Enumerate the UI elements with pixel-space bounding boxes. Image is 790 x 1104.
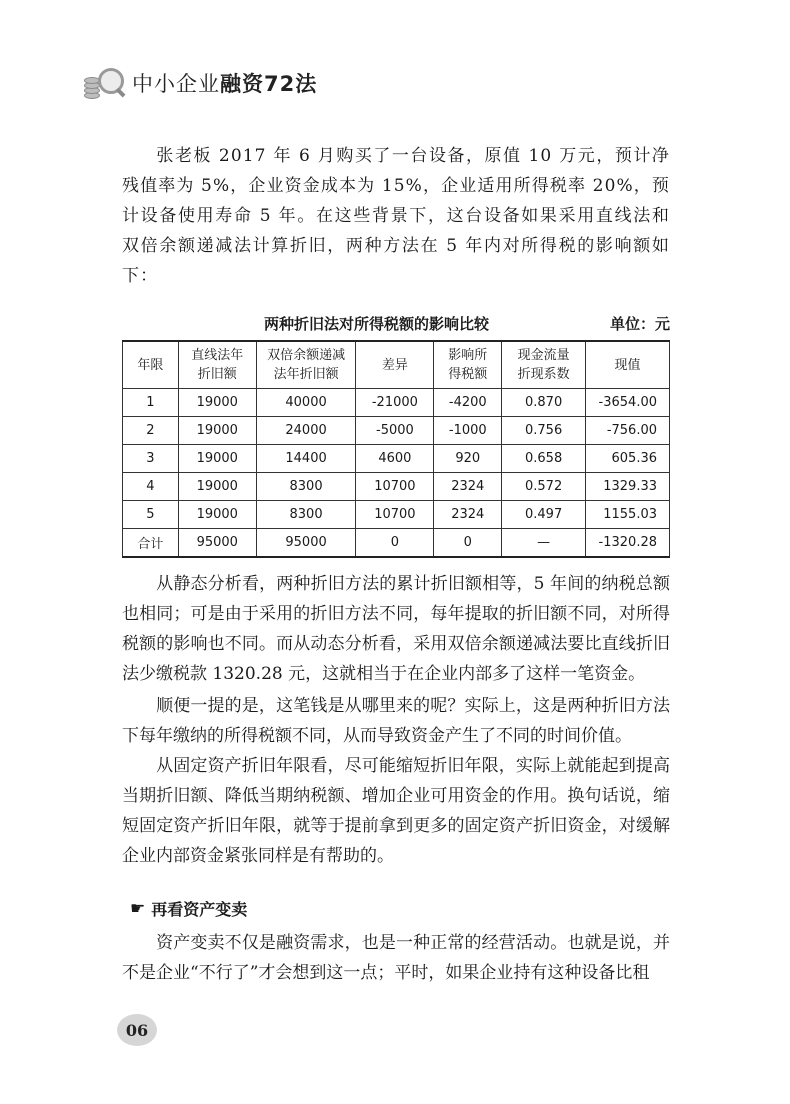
header-present-value: 现值 [586,341,670,389]
cell-difference: 10700 [356,501,434,529]
cell-double-declining: 24000 [256,417,356,445]
header-year: 年限 [123,341,179,389]
cell-straight-line: 95000 [178,529,256,558]
cell-discount-factor: 0.658 [502,445,586,473]
header-tax-impact: 影响所 得税额 [434,341,502,389]
cell-discount-factor: 0.870 [502,389,586,417]
cell-straight-line: 19000 [178,389,256,417]
table-caption [122,313,670,337]
header-difference: 差异 [356,341,434,389]
cell-year: 4 [123,473,179,501]
table-row [123,501,670,529]
asset-sale-paragraph: 资产变卖不仅是融资需求，也是一种正常的经营活动。也就是说，并不是企业“不行了”才会想到这一点；平时，如果企业持有这种设备比租 [122,933,670,983]
cell-tax-impact: -4200 [434,389,502,417]
cell-difference: -5000 [356,417,434,445]
page-number: 06 [117,1014,157,1046]
cell-straight-line: 19000 [178,445,256,473]
cell-tax-impact: 2324 [434,501,502,529]
cell-double-declining: 40000 [256,389,356,417]
cell-straight-line: 19000 [178,417,256,445]
cell-year: 2 [123,417,179,445]
pointing-hand-icon: ☛ [130,898,146,919]
cell-double-declining: 14400 [256,445,356,473]
cell-difference: 0 [356,529,434,558]
cell-year: 合计 [123,529,179,558]
section-title: 再看资产变卖 [151,900,248,919]
cell-discount-factor: — [502,529,586,558]
table-row [123,389,670,417]
cell-difference: -21000 [356,389,434,417]
cell-double-declining: 8300 [256,473,356,501]
cell-tax-impact: -1000 [434,417,502,445]
cell-tax-impact: 2324 [434,473,502,501]
coins-magnifier-icon [84,66,128,100]
table-row [123,473,670,501]
header-discount-factor: 现金流量 折现系数 [502,341,586,389]
cell-tax-impact: 920 [434,445,502,473]
analysis-paragraph: 从静态分析看，两种折旧方法的累计折旧额相等，5 年间的纳税总额也相同；可是由于采用的折旧方法不同，每年提取的折旧额不同，对所得税额的影响也不同。而从动态分析看，采用双倍余额递减法要比直线折旧法少缴税款 1320.28 元，这就相当于在企业内部多了这样一笔资金。 [122,574,670,684]
table-row [123,417,670,445]
header-double-declining: 双倍余额递减 法年折旧额 [256,341,356,389]
section-heading [130,897,247,920]
intro-paragraph: 张老板 2017 年 6 月购买了一台设备，原值 10 万元，预计净残值率为 5%，企业资金成本为 15%，企业适用所得税率 20%，预计设备使用寿命 5 年。在这些背景下，这台设备如果采用直线法和双倍余额递减法计算折旧，两种方法在 5 年内对所得税的影响额如下： [122,146,670,286]
cell-present-value: 1329.33 [586,473,670,501]
cell-difference: 4600 [356,445,434,473]
useful-life-paragraph: 从固定资产折旧年限看，尽可能缩短折旧年限，实际上就能起到提高当期折旧额、降低当期纳税额、增加企业可用资金的作用。换句话说，缩短固定资产折旧年限，就等于提前拿到更多的固定资产折旧资金，对缓解企业内部资金紧张同样是有帮助的。 [122,756,670,866]
table-total-row [123,529,670,558]
table-row [123,445,670,473]
cell-present-value: -1320.28 [586,529,670,558]
cell-year: 5 [123,501,179,529]
cell-present-value: 605.36 [586,445,670,473]
cell-present-value: 1155.03 [586,501,670,529]
cell-present-value: -756.00 [586,417,670,445]
cell-discount-factor: 0.497 [502,501,586,529]
cell-double-declining: 95000 [256,529,356,558]
cell-tax-impact: 0 [434,529,502,558]
cell-present-value: -3654.00 [586,389,670,417]
depreciation-comparison-table [122,340,670,558]
cell-year: 1 [123,389,179,417]
running-header [84,66,317,100]
table-title: 两种折旧法对所得税额的影响比较 [264,315,490,333]
cell-discount-factor: 0.572 [502,473,586,501]
cell-double-declining: 8300 [256,501,356,529]
cell-difference: 10700 [356,473,434,501]
header-straight-line: 直线法年 折旧额 [178,341,256,389]
cell-straight-line: 19000 [178,501,256,529]
table-header-row [123,341,670,389]
cell-discount-factor: 0.756 [502,417,586,445]
table-unit: 单位：元 [609,315,670,333]
cell-straight-line: 19000 [178,473,256,501]
aside-paragraph: 顺便一提的是，这笔钱是从哪里来的呢？实际上，这是两种折旧方法下每年缴纳的所得税额不同，从而导致资金产生了不同的时间价值。 [122,696,670,746]
cell-year: 3 [123,445,179,473]
book-title: 中小企业融资72法 [132,72,318,96]
